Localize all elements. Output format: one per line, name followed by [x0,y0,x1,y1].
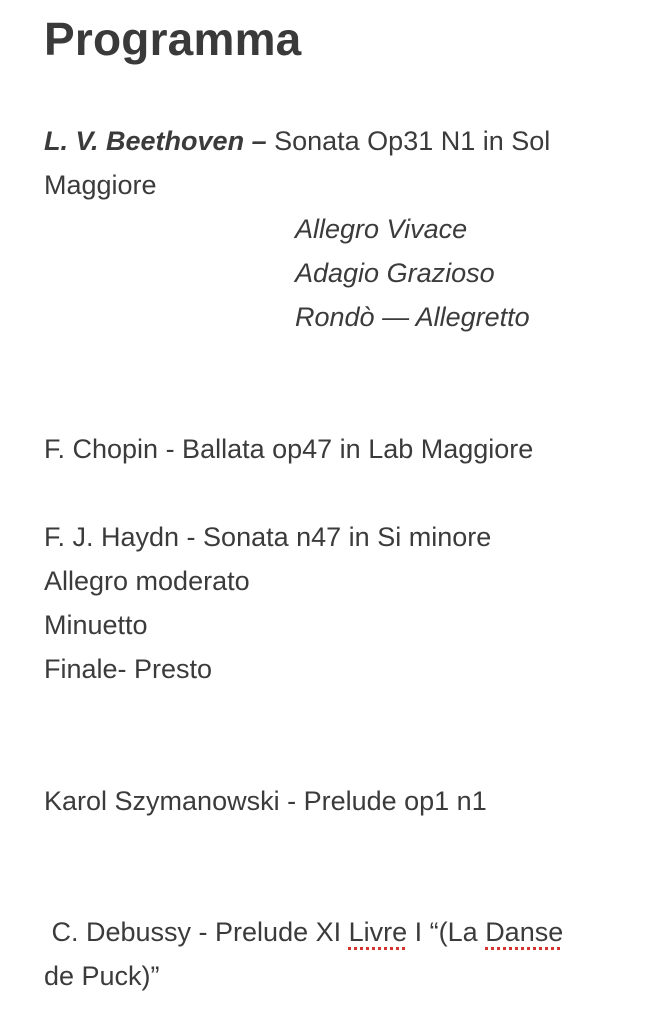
beethoven-heading [44,119,550,163]
beethoven-composer: L. V. Beethoven – [44,126,267,156]
debussy-text-part-2: I “(La [407,917,486,947]
beethoven-work-continued: Maggiore [44,170,157,200]
spellcheck-word-livre[interactable]: Livre [348,917,408,947]
debussy-line-1 [44,910,563,954]
haydn-movement-3: Finale- Presto [44,654,213,684]
haydn-movement-1: Allegro moderato [44,566,250,596]
page-title: Programma [44,13,302,65]
beethoven-work: Sonata Op31 N1 in Sol [266,126,551,156]
debussy-text-part-1: C. Debussy - Prelude XI [44,917,349,947]
beethoven-movement-2: Adagio Grazioso [295,258,495,288]
spellcheck-word-danse[interactable]: Danse [485,917,564,947]
beethoven-movement-3: Rondò — Allegretto [295,302,530,332]
haydn-heading: F. J. Haydn - Sonata n47 in Si minore [44,522,492,552]
chopin-line: F. Chopin - Ballata op47 in Lab Maggiore [44,434,534,464]
debussy-line-2: de Puck)” [44,961,160,991]
szymanowski-line: Karol Szymanowski - Prelude op1 n1 [44,786,487,816]
beethoven-movement-1: Allegro Vivace [295,214,468,244]
haydn-movement-2: Minuetto [44,610,148,640]
